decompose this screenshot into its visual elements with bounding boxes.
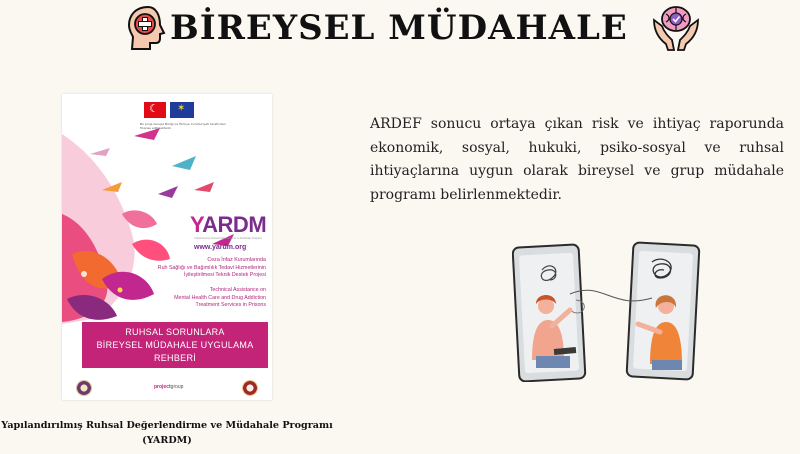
cover-caption: Yapılandırılmış Ruhsal Değerlendirme ve Müdahale Programı (YARDM)	[1, 420, 333, 446]
funding-note: Bu proje Avrupa Birliği ve Türkiye Cumhuriyeti tarafından finanse edilmektedir.	[140, 122, 226, 130]
description-paragraph: ARDEF sonucu ortaya çıkan risk ve ihtiyaç raporunda ekonomik, sosyal, hukuki, psiko-sosyal ve ruhsal ihtiyaçlarına uygun olarak bireysel ve grup müdahale programı belirlenmektedir.	[370, 116, 784, 203]
justice-seal-icon	[242, 380, 258, 396]
turkey-flag-icon	[144, 102, 166, 118]
head-medical-cross-icon	[124, 4, 168, 52]
project-group-logo: projectgroup	[154, 384, 184, 390]
guide-title-banner: RUHSAL SORUNLARA BİREYSEL MÜDAHALE UYGULAMA REHBERİ	[82, 322, 268, 368]
website-url: www.yardm.org	[194, 244, 247, 251]
yardm-logo: YARDM	[190, 212, 267, 237]
project-description-tr: Ceza İnfaz Kurumlarında Ruh Sağlığı ve Bağımlılık Tedavi Hizmetlerinin İyileştirilmesi Teknik Destek Projesi	[157, 257, 266, 278]
header	[0, 0, 800, 56]
logo-tagline: Yapılandırılmış Ruhsal Değerlendirme ve Müdahale Programı	[194, 237, 263, 240]
ministry-seal-icon	[76, 380, 92, 396]
project-description-en: Technical Assistance on Mental Health Care and Drug Addiction Treatment Services in Prisons	[174, 287, 266, 308]
cover-footer	[62, 374, 272, 400]
flags	[144, 102, 194, 122]
phones-connection-illustration	[512, 240, 702, 382]
hands-holding-brain-icon	[650, 4, 702, 52]
eu-flag-icon	[170, 102, 194, 118]
guide-book-cover	[62, 94, 272, 400]
page-title: BİREYSEL MÜDAHALE	[170, 8, 628, 48]
